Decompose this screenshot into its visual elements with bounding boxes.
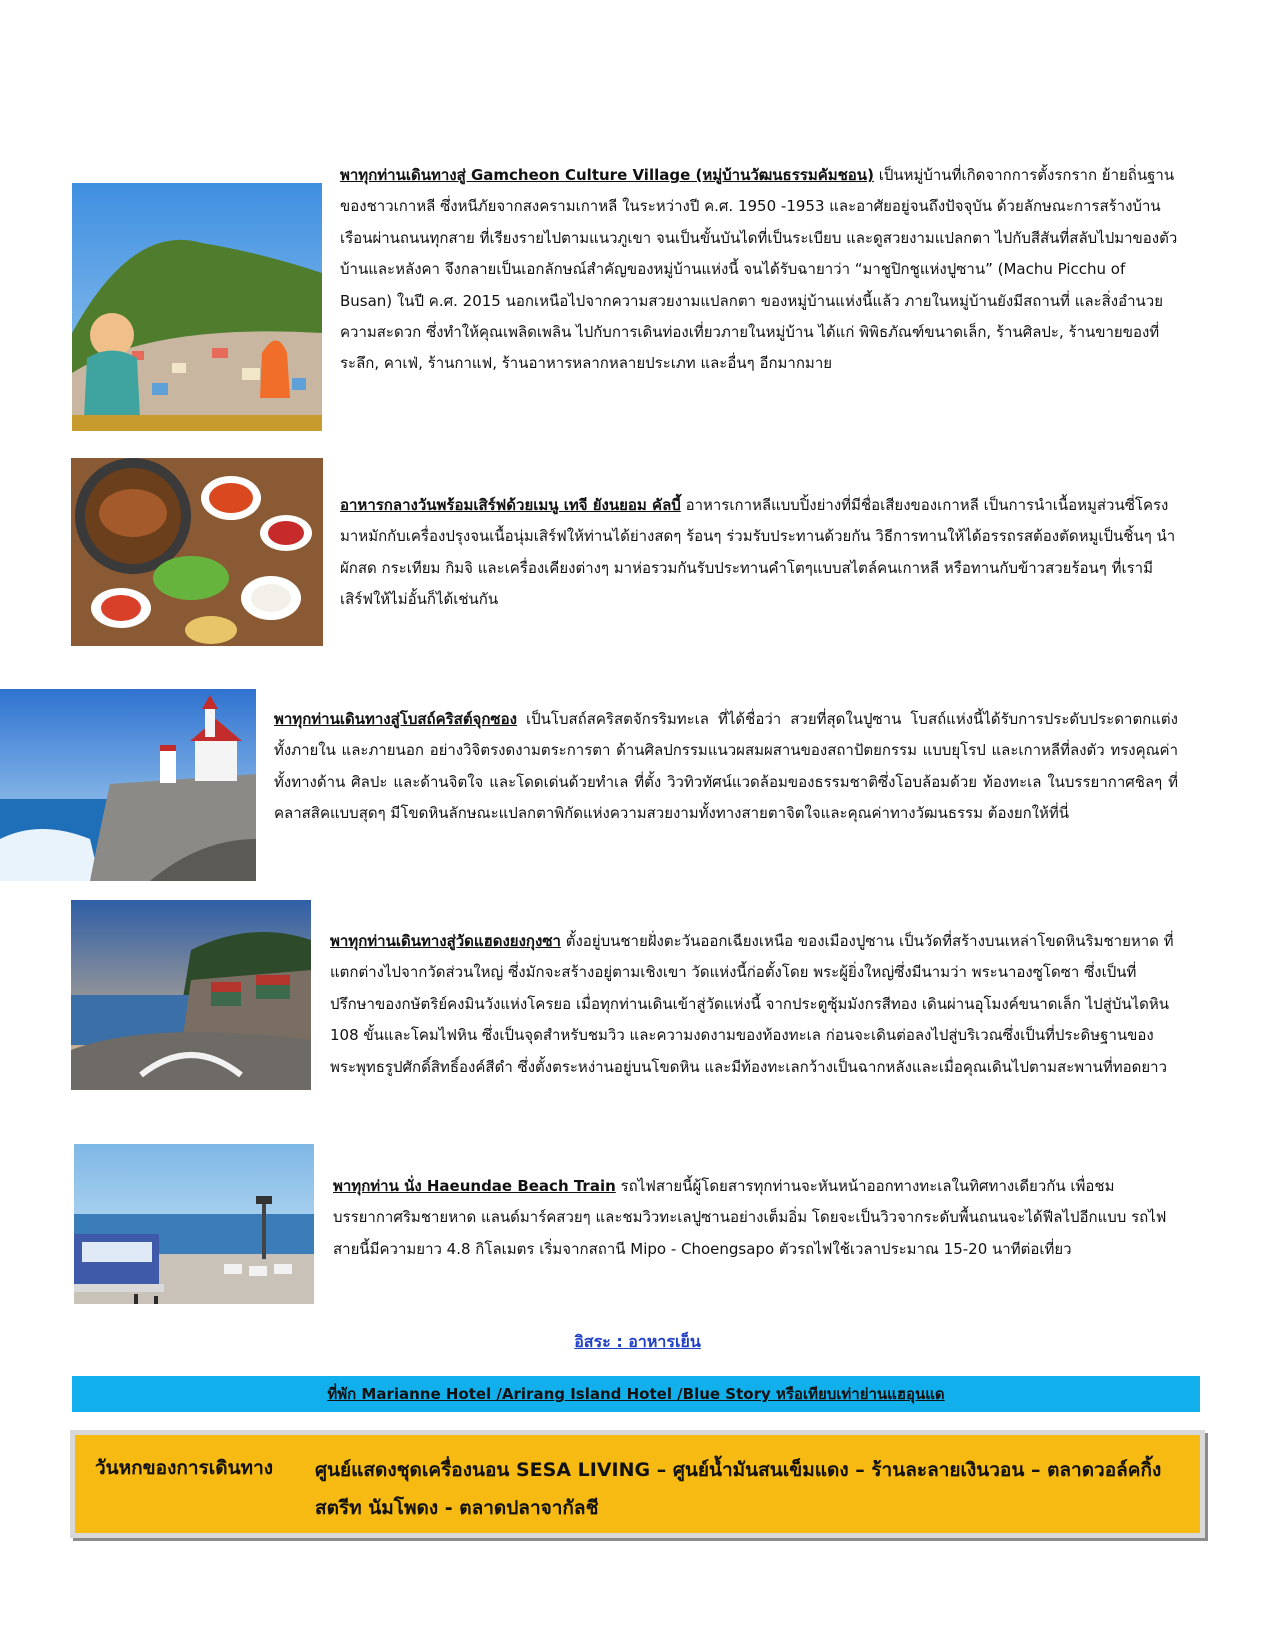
- church-title: พาทุกท่านเดินทางสู่โบสถ์คริสต์จุกซอง: [274, 710, 517, 728]
- day-itinerary: ศูนย์แสดงชุดเครื่องนอน SESA LIVING – ศูนย์น้ำมันสนเข็มแดง – ร้านละลายเงินวอน – ตลาดวอล์คกิ้ง สตรีท นัมโพดง - ตลาดปลาจากัลชี: [315, 1459, 1162, 1519]
- korean-bbq-photo: [71, 458, 323, 646]
- temple-paragraph: [330, 926, 1176, 1083]
- beach-train-description: รถไฟสายนี้ผู้โดยสารทุกท่านจะหันหน้าออกทางทะเลในทิศทางเดียวกัน เพื่อชมบรรยากาศริมชายหาด แลนด์มาร์คสวยๆ และชมวิวทะเลปูซานอย่างเต็มอิ่ม โดยจะเป็นวิวจากระดับพื้นถนนจะได้ฟีลไปอีกแบบ รถไฟสายนี้มีความยาว 4.8 กิโลเมตร เริ่มจากสถานี Mipo - Choengsapo ตัวรถไฟใช้เวลาประมาณ 15-20 นาทีต่อเที่ยว: [333, 1177, 1167, 1258]
- haedong-yonggungsa-photo: [71, 900, 311, 1090]
- next-day-box: [70, 1430, 1205, 1538]
- gamcheon-village-photo: [72, 183, 322, 431]
- beach-train-title: พาทุกท่าน นั่ง Haeundae Beach Train: [333, 1177, 616, 1195]
- day-label: วันหกของการเดินทาง: [95, 1457, 274, 1479]
- church-description: เป็นโบสถ์สคริสตจักรริมทะเล ที่ได้ชื่อว่า สวยที่สุดในปูซาน โบสถ์แห่งนี้ได้รับการประดับประดาตกแต่ง ทั้งภายใน และภายนอก อย่างวิจิตรงดงามตระการตา ด้านศิลปกรรมแนวผสมผสานของสถาปัตยกรรม แบบยุโรป และเกาหลีที่ลงตัว ทรงคุณค่าทั้งทางด้าน ศิลปะ และด้านจิตใจ และโดดเด่นด้วยทำเล ที่ตั้ง วิวทิวทัศน์แวดล้อมของธรรมชาติซึ่งโอบล้อมด้วย ท้องทะเล ในบรรยากาศชิลๆ ที่คลาสสิคแบบสุดๆ มีโขดหินลักษณะแปลกตาพิกัดแห่งความสวยงามทั้งทางสายตาจิตใจและคุณค่าทางวัฒนธรรม ต้องยกให้ที่นี่: [274, 710, 1178, 823]
- gamcheon-description: เป็นหมู่บ้านที่เกิดจากการตั้งรกราก ย้ายถิ่นฐานของชาวเกาหลี ซึ่งหนีภัยจากสงครามเกาหลี ในระหว่างปี ค.ศ. 1950 -1953 และอาศัยอยู่จนถึงปัจจุบัน ด้วยลักษณะการสร้างบ้านเรือนผ่านถนนทุกสาย ที่เรียงรายไปตามแนวภูเขา จนเป็นขั้นบันไดที่เป็นระเบียบ และดูสวยงามแปลกตา ไปกับสีสันที่สลับไปมาของตัวบ้านและหลังคา จึงกลายเป็นเอกลักษณ์สำคัญของหมู่บ้านแห่งนี้ จนได้รับฉายาว่า “มาชูปิกชูแห่งปูซาน” (Machu Picchu of Busan) ในปี ค.ศ. 2015 นอกเหนือไปจากความสวยงามแปลกตา ของหมู่บ้านแห่งนี้แล้ว ภายในหมู่บ้านยังมีสถานที่ และสิ่งอำนวยความสะดวก ซึ่งทำให้คุณเพลิดเพลิน ไปกับการเดินท่องเที่ยวภายในหมู่บ้าน ได้แก่ พิพิธภัณฑ์ขนาดเล็ก, ร้านศิลปะ, ร้านขายของที่ระลึก, คาเฟ่, ร้านกาแฟ, ร้านอาหารหลากหลายประเภท และอื่นๆ อีกมากมาย: [340, 166, 1178, 373]
- haeundae-beach-train-photo: [74, 1144, 314, 1311]
- lunch-description: อาหารเกาหลีแบบปิ้งย่างที่มีชื่อเสียงของเกาหลี เป็นการนำเนื้อหมูส่วนซี่โครงมาหมักกับเครื่องปรุงจนเนื้อนุ่มเสิร์ฟให้ท่านได้ย่างสดๆ ร้อนๆ ร่วมรับประทานด้วยกัน วิธีการทานให้ได้อรรถรสต้องตัดหมูเป็นชิ้นๆ นำผักสด กระเทียม กิมจิ และเครื่องเคียงต่างๆ มาห่อรวมกันรับประทานคำโตๆแบบสไตล์คนเกาหลี หรือทานกับข้าวสวยร้อนๆ ที่เรามีเสิร์ฟให้ไม่อั้นก็ได้เช่นกัน: [340, 496, 1176, 609]
- lunch-paragraph: [340, 490, 1178, 616]
- temple-description: ตั้งอยู่บนชายฝั่งตะวันออกเฉียงเหนือ ของเมืองปูซาน เป็นวัดที่สร้างบนเหล่าโขดหินริมชายหาด ที่แตกต่างไปจากวัดส่วนใหญ่ ซึ่งมักจะสร้างอยู่ตามเชิงเขา วัดแห่งนี้ก่อตั้งโดย พระผู้ยิ่งใหญ่ซึ่งมีนามว่า พระนาองซูโดซา ซึ่งเป็นที่ปรึกษาของกษัตริย์คงมินวังแห่งโครยอ เมื่อทุกท่านเดินเข้าสู่วัดแห่งนี้ จากประตูซุ้มมังกรสีทอง เดินผ่านอุโมงค์ขนาดเล็ก ไปสู่บันไดหิน 108 ขั้นและโคมไฟหิน ซึ่งเป็นจุดสำหรับชมวิว และความงดงามของท้องทะเล ก่อนจะเดินต่อลงไปสู่บริเวณซึ่งเป็นที่ประดิษฐานของพระพุทธรูปศักดิ์สิทธิ์องค์สีดำ ซึ่งตั้งตระหง่านอยู่บนโขดหิน และมีท้องทะเลกว้างเป็นฉากหลังและเมื่อคุณเดินไปตามสะพานที่ทอดยาว: [330, 932, 1174, 1076]
- free-time-dinner: อิสระ : อาหารเย็น: [574, 1332, 701, 1351]
- jukseong-church-photo: [0, 689, 256, 881]
- temple-title: พาทุกท่านเดินทางสู่วัดแฮดงยงกุงซา: [330, 932, 561, 950]
- lunch-title: อาหารกลางวันพร้อมเสิร์ฟด้วยเมนู เทจี ยังนยอม คัลบี้: [340, 496, 681, 514]
- gamcheon-title: พาทุกท่านเดินทางสู่ Gamcheon Culture Village (หมู่บ้านวัฒนธรรมคัมชอน): [340, 166, 874, 184]
- gamcheon-paragraph: [340, 160, 1178, 380]
- hotel-bar: ที่พัก Marianne Hotel /Arirang Island Hotel /Blue Story หรือเทียบเท่าย่านแฮอุนแด: [72, 1376, 1200, 1412]
- church-paragraph: [274, 704, 1178, 830]
- beach-train-paragraph: [333, 1171, 1178, 1265]
